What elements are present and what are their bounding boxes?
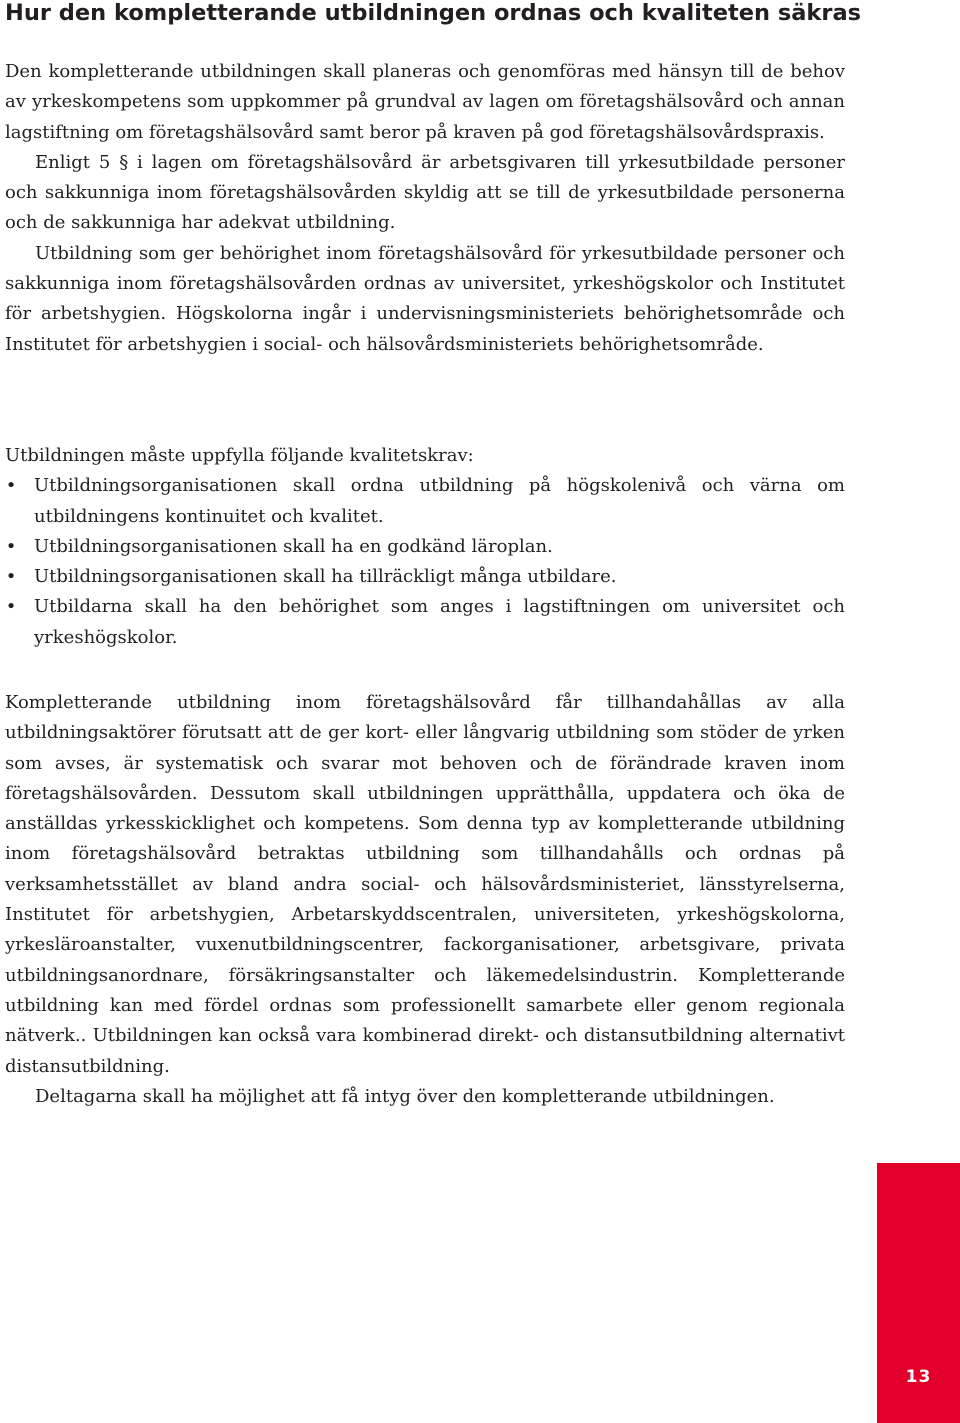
list-item-text: Utbildningsorganisationen skall ordna utbildning på högskolenivå och värna om utbildningens kontinuitet och kvalitet. xyxy=(34,475,845,527)
section-requirements-text xyxy=(5,57,845,360)
section-complementary-training xyxy=(5,688,845,1112)
list-item-text: Utbildarna skall ha den behörighet som anges i lagstiftningen om universitet och yrkeshögskolor. xyxy=(34,596,845,648)
section-quality-requirements xyxy=(5,441,845,653)
list-item xyxy=(5,592,845,653)
page-number-tab xyxy=(877,1163,960,1423)
paragraph-certificate: Deltagarna skall ha möjlighet att få intyg över den kompletterande utbildningen. xyxy=(35,1085,775,1107)
list-item-text: Utbildningsorganisationen skall ha en godkänd läroplan. xyxy=(34,535,553,557)
bullet-icon: • xyxy=(5,535,17,557)
bullet-icon: • xyxy=(5,475,17,497)
page-number: 13 xyxy=(905,1367,932,1387)
quality-intro: Utbildningen måste uppfylla följande kvalitetskrav: xyxy=(5,445,474,466)
list-item xyxy=(5,562,845,592)
paragraph-intro: Den kompletterande utbildningen skall planeras och genomföras med hänsyn till de behov av yrkeskompetens som uppkommer på grundval av lagen om företagshälsovård och annan lagstiftning om företagshälsovård samt beror på kraven på god företagshälsovårdspraxis. xyxy=(5,61,845,143)
section-heading: Hur den kompletterande utbildningen ordnas och kvaliteten säkras xyxy=(5,0,862,26)
paragraph-training-providers: Kompletterande utbildning inom företagshälsovård får tillhandahållas av alla utbildningsaktörer förutsatt att de ger kort- eller långvarig utbildning som stöder de yrken som avses, är systematisk och svarar mot behoven och de förändrade kraven inom företagshälsovården. Dessutom skall utbildningen upprätthålla, uppdatera och öka de anställdas yrkesskicklighet och kompetens. Som denna typ av kompletterande utbildning inom företagshälsovård betraktas utbildning som tillhandahålls och ordnas på verksamhetsstället av bland andra social- och hälsovårdsministeriet, länsstyrelserna, Institutet för arbetshygien, Arbetarskyddscentralen, universiteten, yrkeshögskolorna, yrkesläroanstalter, vuxenutbildningscentrer, fackorganisationer, arbetsgivare, privata utbildningsanordnare, försäkringsanstalter och läkemedelsindustrin. Kompletterande utbildning kan med fördel ordnas som professionellt samarbete eller genom regionala nätverk.. Utbildningen kan också vara kombinerad direkt- och distansutbildning alternativt distansutbildning. xyxy=(5,692,845,1077)
list-item xyxy=(5,532,845,562)
bullet-icon: • xyxy=(5,566,17,588)
quality-requirements-list xyxy=(5,471,845,653)
paragraph-education-providers: Utbildning som ger behörighet inom företagshälsovård för yrkesutbildade personer och sakkunniga inom företagshälsovården ordnas av universitet, yrkeshögskolor och Institutet för arbetshygien. Högskolorna ingår i undervisningsministeriets behörighetsområde och Institutet för arbetshygien i social- och hälsovårdsministeriets behörighetsområde. xyxy=(5,242,845,355)
list-item xyxy=(5,471,845,532)
list-item-text: Utbildningsorganisationen skall ha tillräckligt många utbildare. xyxy=(34,566,617,588)
bullet-icon: • xyxy=(5,596,17,618)
paragraph-law-reference: Enligt 5 § i lagen om företagshälsovård är arbetsgivaren till yrkesutbildade personer och sakkunniga inom företagshälsovården skyldig att se till de yrkesutbildade personerna och de sakkunniga har adekvat utbildning. xyxy=(5,151,845,234)
